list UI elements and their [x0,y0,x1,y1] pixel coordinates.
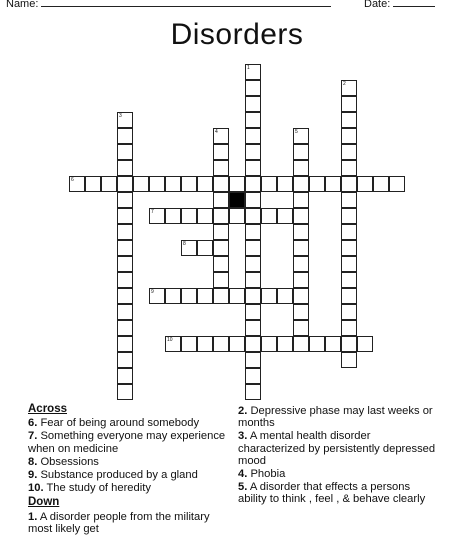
grid-cell[interactable] [117,352,133,368]
grid-cell[interactable] [117,384,133,400]
grid-cell[interactable] [245,256,261,272]
grid-cell[interactable] [245,272,261,288]
grid-cell[interactable] [245,112,261,128]
grid-cell[interactable] [293,256,309,272]
grid-cell[interactable] [213,240,229,256]
clue-item [28,417,228,429]
clue-item [238,481,438,505]
grid-cell[interactable] [213,288,229,304]
grid-cell[interactable] [245,384,261,400]
grid-cell[interactable] [101,176,117,192]
grid-cell[interactable] [245,368,261,384]
grid-cell[interactable] [117,304,133,320]
grid-cell[interactable] [277,336,293,352]
grid-cell[interactable] [245,320,261,336]
grid-cell[interactable] [181,336,197,352]
grid-cell[interactable] [325,336,341,352]
grid-cell[interactable] [245,80,261,96]
grid-cell[interactable] [325,176,341,192]
grid-cell[interactable] [341,288,357,304]
cell-number: 9 [151,289,154,295]
grid-cell[interactable] [85,176,101,192]
grid-cell[interactable] [117,320,133,336]
grid-cell[interactable] [117,208,133,224]
grid-cell[interactable] [213,224,229,240]
grid-cell[interactable] [293,144,309,160]
grid-cell[interactable] [341,128,357,144]
down-clue-list-right [238,405,438,506]
grid-cell[interactable] [117,112,133,128]
cell-number: 10 [167,337,173,343]
grid-cell[interactable] [293,176,309,192]
clue-item [28,511,228,535]
grid-cell[interactable] [261,288,277,304]
grid-cell[interactable] [261,336,277,352]
grid-cell[interactable] [181,240,197,256]
grid-cell[interactable] [245,128,261,144]
clue-number: 3. [238,430,248,443]
grid-cell[interactable] [117,160,133,176]
grid-cell[interactable] [213,336,229,352]
clue-number: 4. [238,468,248,481]
grid-cell[interactable] [341,336,357,352]
grid-cell[interactable] [229,288,245,304]
cell-number: 1 [247,65,250,71]
grid-cell[interactable] [229,208,245,224]
grid-cell[interactable] [293,208,309,224]
grid-cell[interactable] [341,192,357,208]
grid-cell[interactable] [197,336,213,352]
grid-cell[interactable] [117,256,133,272]
clue-item [28,456,228,468]
grid-cell[interactable] [293,272,309,288]
grid-cell[interactable] [197,288,213,304]
grid-cell[interactable] [165,208,181,224]
clues-right-column [238,405,438,507]
grid-cell[interactable] [245,208,261,224]
grid-cell[interactable] [373,176,389,192]
grid-cell[interactable] [213,128,229,144]
grid-cell[interactable] [69,176,85,192]
grid-cell[interactable] [357,336,373,352]
grid-cell[interactable] [341,256,357,272]
grid-cell[interactable] [165,176,181,192]
clue-number: 6. [28,417,38,430]
clue-number: 2. [238,405,248,417]
grid-cell[interactable] [117,176,133,192]
grid-cell[interactable] [261,208,277,224]
grid-cell[interactable] [117,192,133,208]
cell-number: 3 [119,113,122,119]
grid-cell[interactable] [309,336,325,352]
clue-text: Phobia [247,468,286,481]
clue-text: Depressive phase may last weeks or months [238,405,433,430]
grid-cell[interactable] [341,96,357,112]
grid-cell[interactable] [117,288,133,304]
grid-cell[interactable] [213,272,229,288]
grid-cell[interactable] [117,240,133,256]
grid-cell[interactable] [117,272,133,288]
grid-cell[interactable] [181,176,197,192]
grid-cell[interactable] [197,208,213,224]
grid-cell[interactable] [341,208,357,224]
page-title: Disorders [170,18,304,51]
clue-item [238,430,438,467]
grid-cell[interactable] [293,128,309,144]
grid-cell[interactable] [197,176,213,192]
grid-cell[interactable] [293,224,309,240]
grid-cell[interactable] [293,160,309,176]
clue-item [238,468,438,480]
across-heading: Across [28,403,67,415]
clue-number: 9. [28,469,38,482]
grid-cell[interactable] [229,176,245,192]
clue-text: Something everyone may experience when on medicine [28,430,226,455]
clue-number: 10. [28,482,44,495]
clue-number: 1. [28,510,38,523]
down-clue-list-left [28,511,228,535]
grid-cell[interactable] [261,176,277,192]
grid-cell[interactable] [165,288,181,304]
grid-cell[interactable] [149,176,165,192]
down-heading: Down [28,496,60,509]
clue-number: 8. [28,455,38,468]
grid-cell[interactable] [197,240,213,256]
grid-cell[interactable] [293,336,309,352]
grid-cell[interactable] [117,224,133,240]
grid-cell[interactable] [389,176,405,192]
clue-item [238,405,438,429]
grid-cell[interactable] [133,176,149,192]
grid-cell[interactable] [341,176,357,192]
clue-item [28,482,228,494]
across-clue-list [28,417,228,494]
grid-cell[interactable] [341,304,357,320]
grid-cell[interactable] [117,336,133,352]
clue-number: 5. [238,481,248,494]
grid-cell[interactable] [245,176,261,192]
grid-cell[interactable] [149,288,165,304]
grid-cell[interactable] [181,288,197,304]
grid-cell[interactable] [245,240,261,256]
clue-text: A mental health disorder characterized by persistently depressed mood [238,430,436,467]
grid-cell[interactable] [293,192,309,208]
grid-cell[interactable] [341,160,357,176]
clue-text: Fear of being around somebody [37,417,200,430]
grid-cell[interactable] [341,80,357,96]
grid-cell[interactable] [341,144,357,160]
clues-left-column [28,403,228,536]
grid-cell[interactable] [293,304,309,320]
grid-cell[interactable] [277,176,293,192]
grid-cell[interactable] [357,176,373,192]
grid-cell[interactable] [341,272,357,288]
grid-cell[interactable] [341,320,357,336]
grid-cell[interactable] [341,224,357,240]
clue-item [28,469,228,481]
name-label: Name: [6,0,39,10]
grid-cell[interactable] [245,288,261,304]
grid-cell[interactable] [293,320,309,336]
grid-cell[interactable] [245,192,261,208]
grid-cell[interactable] [117,368,133,384]
clue-text: A disorder that effects a persons ability to think , feel , & behave clearly [238,481,426,506]
grid-cell[interactable] [213,176,229,192]
grid-cell[interactable] [341,352,357,368]
grid-cell[interactable] [293,240,309,256]
cell-number: 4 [215,129,218,135]
cell-number: 8 [183,241,186,247]
grid-cell[interactable] [213,144,229,160]
grid-cell[interactable] [341,240,357,256]
grid-cell[interactable] [277,288,293,304]
grid-cell[interactable] [181,208,197,224]
grid-cell[interactable] [245,64,261,80]
grid-cell[interactable] [117,128,133,144]
black-square [229,192,245,208]
cell-number: 5 [295,129,298,135]
grid-cell[interactable] [245,336,261,352]
grid-cell[interactable] [341,112,357,128]
grid-cell[interactable] [277,208,293,224]
grid-cell[interactable] [213,192,229,208]
grid-cell[interactable] [245,144,261,160]
grid-cell[interactable] [309,176,325,192]
grid-cell[interactable] [213,160,229,176]
grid-cell[interactable] [245,160,261,176]
grid-cell[interactable] [213,256,229,272]
grid-cell[interactable] [245,352,261,368]
clue-text: Obsessions [37,455,99,468]
grid-cell[interactable] [245,96,261,112]
grid-cell[interactable] [245,304,261,320]
clue-item [28,430,228,454]
grid-cell[interactable] [229,336,245,352]
cell-number: 7 [151,209,154,215]
grid-cell[interactable] [293,288,309,304]
date-label: Date: [364,0,391,10]
grid-cell[interactable] [245,224,261,240]
grid-cell[interactable] [165,336,181,352]
clue-text: Substance produced by a gland [37,469,198,482]
cell-number: 2 [343,81,346,87]
cell-number: 6 [71,177,74,183]
grid-cell[interactable] [149,208,165,224]
clue-text: A disorder people from the military most likely get [28,510,210,535]
clue-text: The study of heredity [43,482,151,495]
clue-number: 7. [28,430,38,443]
grid-cell[interactable] [117,144,133,160]
grid-cell[interactable] [213,208,229,224]
